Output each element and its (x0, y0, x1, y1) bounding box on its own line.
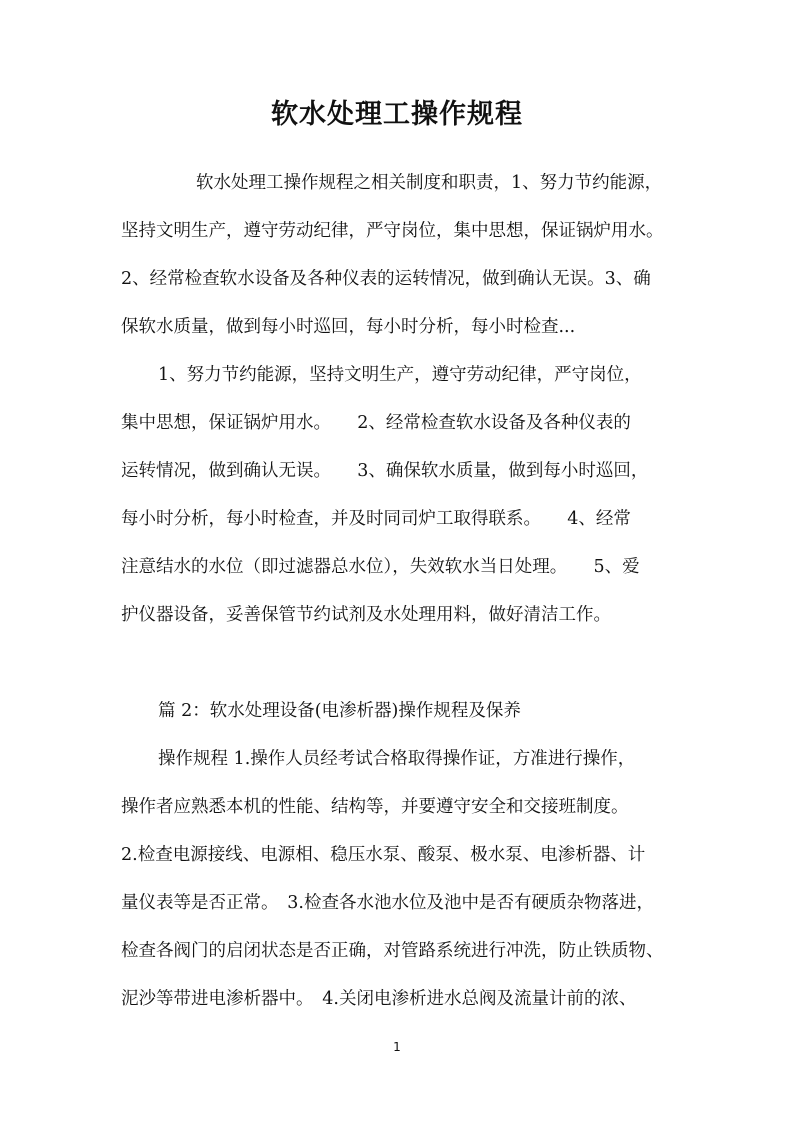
paragraph-line: 注意结水的水位（即过滤器总水位），失效软水当日处理。 5、爱 (121, 557, 640, 577)
paragraph-line: 2.检查电源接线、电源相、稳压水泵、酸泵、极水泵、电渗析器、计 (121, 845, 646, 865)
paragraph-line: 保软水质量，做到每小时巡回，每小时分析，每小时检查... (121, 317, 576, 337)
page-number: 1 (393, 1040, 401, 1054)
document-title: 软水处理工操作规程 (271, 99, 523, 130)
paragraph-line: 运转情况，做到确认无误。 3、确保软水质量，做到每小时巡回， (121, 461, 649, 481)
paragraph-line: 每小时分析，每小时检查，并及时同司炉工取得联系。 4、经常 (121, 509, 631, 529)
paragraph-line: 检查各阀门的启闭状态是否正确，对管路系统进行冲洗，防止铁质物、 (121, 941, 664, 961)
paragraph-line: 操作者应熟悉本机的性能、结构等，并要遵守安全和交接班制度。 (121, 797, 629, 817)
paragraph-line: 操作规程 1.操作人员经考试合格取得操作证，方准进行操作， (158, 749, 636, 769)
paragraph-line: 集中思想，保证锅炉用水。 2、经常检查软水设备及各种仪表的 (121, 413, 631, 433)
section-heading: 篇 2：软水处理设备(电渗析器)操作规程及保养 (158, 701, 521, 721)
paragraph-line: 1、努力节约能源，坚持文明生产，遵守劳动纪律，严守岗位， (158, 365, 642, 385)
paragraph-line: 软水处理工操作规程之相关制度和职责，1、努力节约能源， (196, 173, 663, 193)
paragraph-line: 泥沙等带进电渗析器中。 4.关闭电渗析进水总阀及流量计前的浓、 (121, 989, 637, 1009)
paragraph-line: 量仪表等是否正常。 3.检查各水池水位及池中是否有硬质杂物落进， (121, 893, 654, 913)
paragraph-line: 坚持文明生产，遵守劳动纪律，严守岗位，集中思想，保证锅炉用水。 (121, 221, 664, 241)
paragraph-line: 护仪器设备，妥善保管节约试剂及水处理用料，做好清洁工作。 (121, 605, 611, 625)
paragraph-line: 2、经常检查软水设备及各种仪表的运转情况，做到确认无误。3、确 (121, 269, 651, 289)
